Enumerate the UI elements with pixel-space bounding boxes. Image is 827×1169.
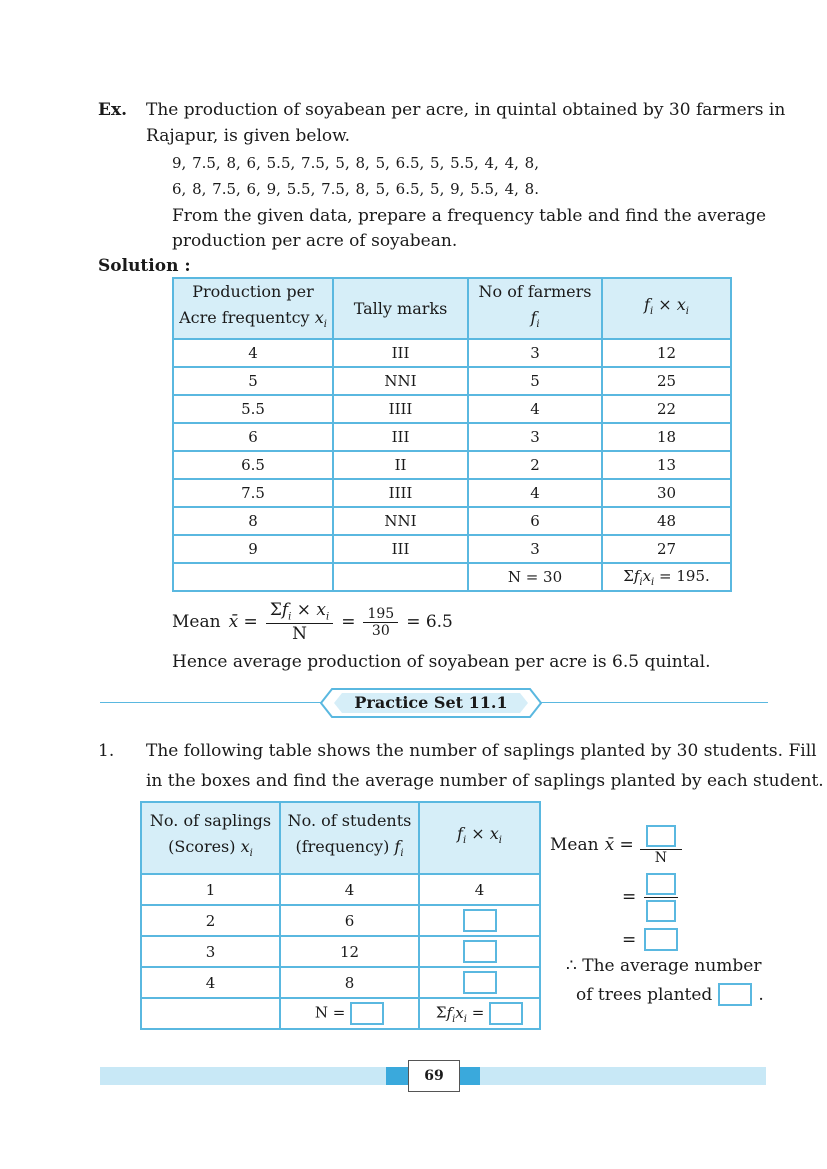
cell-fx: 12 bbox=[602, 339, 731, 367]
table-row bbox=[173, 367, 731, 395]
cell-fx: 30 bbox=[602, 479, 731, 507]
cell-empty bbox=[173, 563, 333, 591]
cell-f: 6 bbox=[280, 905, 419, 936]
cell-tally: IIII bbox=[333, 395, 468, 423]
cell-x: 9 bbox=[173, 535, 333, 563]
table-row bbox=[173, 479, 731, 507]
cell-f: 3 bbox=[468, 423, 602, 451]
answer-box-fx[interactable] bbox=[463, 971, 497, 994]
equals-sign: = bbox=[341, 612, 356, 632]
example-label: Ex. bbox=[98, 100, 128, 120]
answer-box-result[interactable] bbox=[644, 928, 678, 951]
cell-fx: 25 bbox=[602, 367, 731, 395]
question-line-1: The following table shows the number of saplings planted by 30 students. Fill bbox=[146, 741, 817, 761]
mean-symbol: x̄ = bbox=[228, 612, 258, 632]
table-row bbox=[141, 936, 540, 967]
answer-box-fx[interactable] bbox=[463, 940, 497, 963]
mean-denominator: N bbox=[292, 623, 307, 644]
therefore-text: The average number bbox=[582, 956, 762, 976]
cell-tally: NNI bbox=[333, 507, 468, 535]
cell-x: 5 bbox=[173, 367, 333, 395]
cell-x: 4 bbox=[141, 967, 280, 998]
table-row bbox=[173, 535, 731, 563]
solution-label: Solution : bbox=[98, 256, 191, 276]
cell-empty bbox=[333, 563, 468, 591]
therefore-line bbox=[566, 956, 761, 976]
header-students-line2: (frequency) bbox=[295, 837, 390, 857]
table-header-row bbox=[173, 278, 731, 339]
table-row bbox=[141, 967, 540, 998]
cell-tally: II bbox=[333, 451, 468, 479]
cell-empty bbox=[141, 998, 280, 1029]
cell-x: 3 bbox=[141, 936, 280, 967]
side-step-2-denominator bbox=[644, 898, 678, 922]
cell-x: 4 bbox=[173, 339, 333, 367]
side-step-2-numerator bbox=[644, 873, 678, 898]
table-total-row bbox=[173, 563, 731, 591]
question-number: 1. bbox=[98, 741, 115, 761]
mean-value-denominator: 30 bbox=[371, 622, 390, 639]
table-header-row bbox=[141, 802, 540, 874]
cell-x: 1 bbox=[141, 874, 280, 905]
header-tally: Tally marks bbox=[333, 278, 468, 339]
cell-x: 5.5 bbox=[173, 395, 333, 423]
total-n: N = 30 bbox=[468, 563, 602, 591]
side-mean-numerator bbox=[640, 825, 682, 850]
answer-box-numerator[interactable] bbox=[646, 825, 676, 847]
page-number: 69 bbox=[408, 1060, 460, 1092]
example-data-2: 6, 8, 7.5, 6, 9, 5.5, 7.5, 8, 5, 6.5, 5, 9, 5.5, 4, 8. bbox=[172, 180, 539, 198]
side-mean-formula bbox=[550, 820, 682, 870]
header-production: Production per Acre frequentcy $x_i$ bbox=[173, 278, 333, 339]
table-row bbox=[173, 395, 731, 423]
therefore-symbol: ∴ bbox=[566, 956, 577, 976]
cell-tally: IIII bbox=[333, 479, 468, 507]
total-fx: $\Sigma f_ix_i = 195$. bbox=[602, 563, 731, 591]
side-mean-label: Mean bbox=[550, 835, 599, 855]
cell-f: 4 bbox=[468, 479, 602, 507]
cell-fx: 27 bbox=[602, 535, 731, 563]
cell-fx: 18 bbox=[602, 423, 731, 451]
header-fx: $f_i \times x_i$ bbox=[602, 278, 731, 339]
example-data-1: 9, 7.5, 8, 6, 5.5, 7.5, 5, 8, 5, 6.5, 5, 5.5, 4, 4, 8, bbox=[172, 154, 539, 172]
cell-f: 5 bbox=[468, 367, 602, 395]
cell-f: 3 bbox=[468, 535, 602, 563]
cell-fx-blank bbox=[419, 936, 540, 967]
side-step-2-fraction bbox=[644, 873, 678, 922]
table-row bbox=[173, 339, 731, 367]
cell-tally: III bbox=[333, 339, 468, 367]
mean-result: = 6.5 bbox=[406, 612, 453, 632]
header-saplings: No. of saplings (Scores) $x_i$ bbox=[141, 802, 280, 874]
answer-box-n[interactable] bbox=[350, 1002, 384, 1025]
mean-value-fraction bbox=[363, 606, 398, 639]
cell-fx: 48 bbox=[602, 507, 731, 535]
mean-fraction bbox=[266, 600, 333, 643]
cell-f: 6 bbox=[468, 507, 602, 535]
header-fx: $f_i \times x_i$ bbox=[419, 802, 540, 874]
mean-label: Mean bbox=[172, 612, 221, 632]
table-row bbox=[173, 451, 731, 479]
answer-box-average[interactable] bbox=[718, 983, 752, 1006]
table-total-row bbox=[141, 998, 540, 1029]
frequency-table bbox=[172, 277, 732, 592]
table-row bbox=[141, 905, 540, 936]
cell-x: 6.5 bbox=[173, 451, 333, 479]
cell-f: 12 bbox=[280, 936, 419, 967]
cell-f: 8 bbox=[280, 967, 419, 998]
trees-line bbox=[576, 983, 764, 1006]
cell-x: 8 bbox=[173, 507, 333, 535]
saplings-table bbox=[140, 801, 541, 1030]
header-production-line1: Production per bbox=[192, 282, 314, 301]
answer-box-fx[interactable] bbox=[463, 909, 497, 932]
cell-x: 7.5 bbox=[173, 479, 333, 507]
question-line-2: in the boxes and find the average number of saplings planted by each student. bbox=[146, 771, 824, 791]
header-students: No. of students (frequency) $f_i$ bbox=[280, 802, 419, 874]
cell-f: 2 bbox=[468, 451, 602, 479]
header-farmers-label: No of farmers bbox=[478, 282, 592, 301]
total-fx: $\Sigma f_ix_i$ = bbox=[419, 998, 540, 1029]
example-task-1: From the given data, prepare a frequency table and find the average bbox=[172, 206, 767, 226]
answer-box-sum[interactable] bbox=[489, 1002, 523, 1025]
cell-fx: 4 bbox=[419, 874, 540, 905]
period: . bbox=[758, 984, 764, 1005]
trees-text: of trees planted bbox=[576, 984, 713, 1005]
cell-tally: III bbox=[333, 535, 468, 563]
hence-text: Hence average production of soyabean per acre is 6.5 quintal. bbox=[172, 652, 711, 672]
side-mean-denominator: N bbox=[654, 849, 667, 866]
equals-sign: = bbox=[622, 887, 637, 907]
cell-x: 6 bbox=[173, 423, 333, 451]
header-production-line2: Acre frequentcy bbox=[179, 308, 310, 327]
answer-box-step2-num[interactable] bbox=[646, 873, 676, 895]
cell-tally: III bbox=[333, 423, 468, 451]
side-step-3 bbox=[622, 928, 678, 951]
cell-x: 2 bbox=[141, 905, 280, 936]
table-row bbox=[173, 507, 731, 535]
cell-tally: NNI bbox=[333, 367, 468, 395]
example-task-2: production per acre of soyabean. bbox=[172, 231, 458, 251]
header-students-line1: No. of students bbox=[287, 811, 412, 831]
header-farmers: No of farmers $f_i$ bbox=[468, 278, 602, 339]
mean-value-numerator: 195 bbox=[363, 606, 398, 623]
cell-fx: 22 bbox=[602, 395, 731, 423]
cell-f: 4 bbox=[468, 395, 602, 423]
side-mean-symbol: x̄ = bbox=[604, 835, 634, 855]
table-row bbox=[141, 874, 540, 905]
cell-fx-blank bbox=[419, 905, 540, 936]
side-mean-fraction bbox=[640, 825, 682, 866]
total-fx-value: = 195. bbox=[659, 566, 710, 585]
mean-numerator: $\Sigma f_i \times x_i$ bbox=[266, 600, 333, 623]
equals-sign: = bbox=[622, 929, 637, 950]
side-step-2 bbox=[622, 872, 678, 922]
answer-box-step2-den[interactable] bbox=[646, 900, 676, 922]
mean-formula bbox=[172, 599, 453, 645]
practice-set-title: Practice Set 11.1 bbox=[354, 693, 508, 712]
n-label: N = bbox=[314, 1003, 346, 1022]
example-line-1: The production of soyabean per acre, in quintal obtained by 30 farmers in bbox=[146, 100, 786, 120]
example-line-2: Rajapur, is given below. bbox=[146, 126, 351, 146]
cell-fx: 13 bbox=[602, 451, 731, 479]
table-row bbox=[173, 423, 731, 451]
cell-f: 4 bbox=[280, 874, 419, 905]
header-saplings-line2: (Scores) bbox=[168, 837, 236, 857]
total-n bbox=[280, 998, 419, 1029]
cell-fx-blank bbox=[419, 967, 540, 998]
header-saplings-line1: No. of saplings bbox=[149, 811, 272, 831]
cell-f: 3 bbox=[468, 339, 602, 367]
